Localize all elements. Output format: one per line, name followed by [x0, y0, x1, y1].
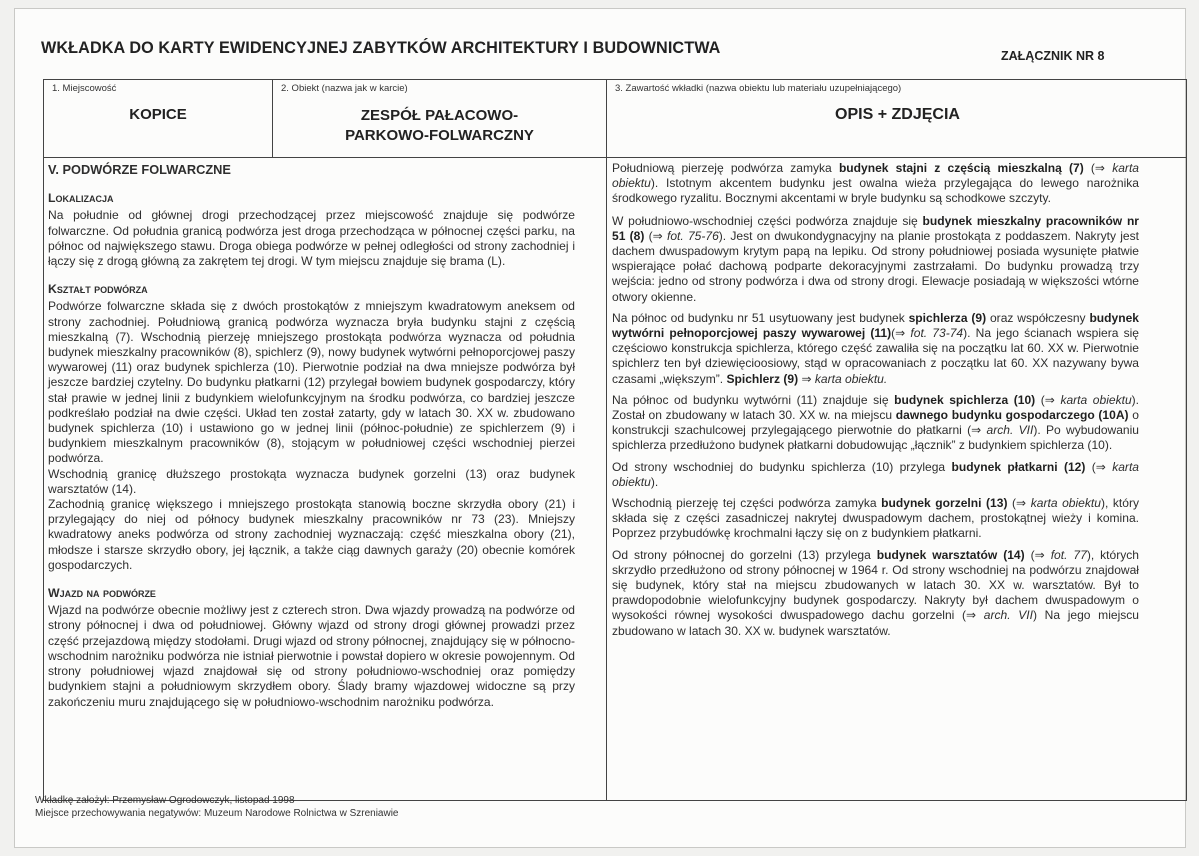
text: ), który składa się z części zasadniczej nakrytej dwuspadowym dachem, prostokątnej wieży i komina. Poprzez przybudówkę krochmalni łączy się on z budynkiem płatkarni. — [612, 496, 1139, 541]
bold-text: budynek stajni z częścią mieszkalną (7) — [838, 161, 1084, 175]
text: (⇒ — [1007, 496, 1031, 511]
text: ). Został on zbudowany w latach 30. XX w. na miejscu — [612, 392, 1140, 423]
document-sheet — [14, 8, 1186, 848]
text: (⇒ — [891, 326, 911, 341]
text: ). Istotnym akcentem budynku jest owalna wieża przylegająca do lewego narożnika środkowego ryzalitu. Bocznymi akcentami w bryle budynku są schodkowe szczyty. — [612, 176, 1139, 206]
footer-author: Wkładkę założył: Przemysław Ogrodowczyk, listopad 1998 — [35, 795, 295, 806]
text: ). — [650, 474, 659, 489]
footer-storage: Miejsce przechowywania negatywów: Muzeum Narodowe Rolnictwa w Szreniawie — [35, 808, 399, 819]
bold-text: budynek wytwórni pełnoporcjowej paszy wywarowej (11) — [612, 310, 1139, 341]
text: ). Po wybudowaniu spichlerza przedłużono budynek płatkarni dobudowując „łącznik” z budynkiem spichlerza (10). — [612, 423, 1139, 453]
italic-text: arch. VII — [983, 608, 1033, 623]
italic-text: karta obiektu — [1030, 496, 1101, 511]
text: (⇒ — [644, 228, 667, 243]
italic-text: fot. 77 — [1050, 547, 1087, 562]
text: (⇒ — [1085, 459, 1113, 474]
text: ). Na jego ścianach wspiera się częściowo konstrukcja spichlerza, którego część zawaliła się na początku lat 60. XX w. Pierwotnie spichlerz ten był dziewięcioosiowy, stąd w opracowaniach z początku lat 60. XX nazywany bywa czasami „większym”. — [612, 326, 1139, 386]
paragraph: Wschodnią granicę dłuższego prostokąta wyznacza budynek gorzelni (13) oraz budynek warsztatów (14). — [48, 466, 575, 496]
field-label: 1. Miejscowość — [52, 83, 117, 94]
field-object — [272, 80, 606, 158]
text: W południowo-wschodniej części podwórza znajduje się — [612, 213, 923, 228]
column-divider — [606, 158, 607, 801]
subheading-text: Wjazd na podwórze — [48, 586, 156, 601]
text: oraz współczesny — [986, 310, 1090, 325]
text: (⇒ — [1024, 547, 1051, 562]
text: Na północ od budynku nr 51 usytuowany jest budynek — [612, 310, 909, 325]
paragraph — [612, 214, 1139, 305]
text: (⇒ — [1083, 161, 1113, 175]
bold-text: spichlerza (9) — [908, 310, 987, 325]
paragraph — [612, 393, 1139, 454]
text: ⇒ — [798, 371, 815, 386]
text: ), których skrzydło przedłużono od strony północnej w 1964 r. Od strony wschodniej na podwórzu znajdował się budynek, który stał na miejscu zbudowanych w latach 30. XX w. warsztatów. Był to prawdopodobnie wielofunkcyjny budynek gospodarczy. Nakryty był dachem dwuspadowym o wysokości równej wysokości dwuspadowego dachu gorzelni (⇒ — [612, 547, 1139, 623]
subheading-entrance — [48, 586, 575, 602]
bold-text: budynek płatkarni (12) — [951, 459, 1086, 474]
text: o konstrukcji szachulcowej przylegającego pierwotnie do płatkarni (⇒ — [612, 408, 1139, 438]
subheading-text: Kształt podwórza — [48, 282, 148, 297]
attachment-number: ZAŁĄCZNIK NR 8 — [1001, 49, 1105, 63]
italic-text: karta obiektu — [612, 161, 1139, 191]
paragraph: Na południe od głównej drogi przechodzącej przez miejscowość znajduje się podwórze folwarczne. Od południa granicą podwórza jest droga przechodząca w północnej części parku, na północ od największego stawu. Droga obiega podwórze w pełnej odległości od strony zachodniej i łączy się z drogą główną za zakrętem tej drogi. W tym miejscu znajduje się brama (L). — [48, 208, 575, 269]
subheading-shape — [48, 282, 575, 298]
paragraph — [612, 311, 1139, 387]
subheading-localization — [48, 191, 575, 207]
italic-text: arch. VII — [986, 423, 1034, 438]
left-column — [48, 162, 575, 710]
bold-text: budynek mieszkalny pracowników nr 51 (8) — [612, 213, 1139, 243]
paragraph — [612, 161, 1139, 207]
bold-text: budynek spichlerza (10) — [894, 392, 1036, 407]
text: Wschodnią pierzeję tej części podwórza zamyka — [612, 496, 882, 511]
section-heading: V. PODWÓRZE FOLWARCZNE — [48, 162, 231, 177]
field-locality — [44, 80, 272, 158]
italic-text: fot. 73-74 — [910, 326, 964, 341]
bold-text: budynek warsztatów (14) — [876, 547, 1025, 562]
header-fields-row — [44, 80, 1186, 158]
field-value: OPIS + ZDJĘCIA — [835, 106, 960, 123]
document-title: WKŁADKA DO KARTY EWIDENCYJNEJ ZABYTKÓW ARCHITEKTURY I BUDOWNICTWA — [41, 39, 721, 57]
subheading-text: Lokalizacja — [48, 191, 114, 206]
paragraph: Podwórze folwarczne składa się z dwóch prostokątów z mniejszym kwadratowym aneksem od strony zachodniej. Południową granicą podwórza wyznacza bryła budynku stajni z częścią mieszkalną (7). Wschodnią pierzeję mniejszego prostokąta podwórza wyznacza od południa budynek mieszkalny pracowników (8), spichlerz (9), nowy budynek wytwórni pełnoporcjowej paszy wywarowej (11) oraz budynek spichlerza (10). Pierwotnie podział na dwa mniejsze podwórza był jeszcze bardziej czytelny. Do budynku płatkarni (12) przylegał bowiem budynek gospodarczy, który stał prawie w jednej linii z budynkiem wielofunkcyjnym na środku podwórza, co bardziej jeszcze podkreślało podział na dwie części. Układ ten został zatarty, gdy w latach 30. XX w. zbudowano budynek spichlerza (10) i ustawiono go w jednej linii (północ-południe) ze spichlerzem (9) i budynkiem mieszkalnym pracowników (8), stojącym w południowej części wschodniej pierzei podwórza. — [48, 299, 575, 466]
text: Na północ od budynku wytwórni (11) znajduje się — [612, 392, 895, 407]
paragraph — [612, 548, 1139, 639]
text: ). Jest on dwukondygnacyjny na planie prostokąta z poddaszem. Nakryty jest dachem dwuspadowym krytym papą na lepiku. Od strony południowej posiada wysunięte płatwie wspierające połać dachową podparte dekoracyjnymi zastrzałami. Do budynku prowadzą trzy wejścia: jedno od strony podwórza i dwa od strony drogi. Elewacje posiadają w większości wtórne otwory okienne. — [612, 228, 1139, 304]
bold-text: budynek gorzelni (13) — [881, 496, 1008, 511]
field-label: 2. Obiekt (nazwa jak w karcie) — [281, 83, 408, 94]
paragraph — [612, 496, 1139, 542]
field-label: 3. Zawartość wkładki (nazwa obiektu lub materiału uzupełniającego) — [615, 83, 902, 94]
italic-text: karta obiektu. — [814, 371, 888, 386]
paragraph — [612, 460, 1139, 490]
text: Od strony wschodniej do budynku spichlerza (10) przylega — [612, 459, 952, 474]
text: Od strony północnej do gorzelni (13) przylega — [612, 547, 877, 562]
italic-text: karta obiektu — [1060, 392, 1132, 407]
right-column — [612, 161, 1139, 645]
paragraph: Zachodnią granicę większego i mniejszego prostokąta stanowią boczne skrzydła obory (21) i przylegający do niej od północy budynek mieszkalny pracowników nr 73 (23). Mniejszy kwadratowy aneks podwórza od strony zachodniej wyznaczają: część mieszkalna obory (21), młodsze i starsze skrzydło obory, jej łącznik, a także ciąg dawnych garaży (20) obecnie komórek gospodarczych. — [48, 497, 575, 572]
bold-text: Spichlerz (9) — [726, 371, 799, 386]
text: Południową pierzeję podwórza zamyka — [612, 161, 839, 175]
paragraph: Wjazd na podwórze obecnie możliwy jest z czterech stron. Dwa wjazdy prowadzą na podwórze od strony północnej i dwa od południowej. Główny wjazd od strony drogi głównej prowadzi przez część przejazdową między stodołami. Drugi wjazd od strony północnej, znajdujący się w północno-wschodnim narożniku podwórza nie istniał pierwotnie i powstał dopiero w okresie powojennym. Od strony południowej wjazd znajdował się od strony południowo-wschodniej oraz pomiędzy budynkiem stajni a południowym skrzydłem obory. Ślady bramy wjazdowej widoczne są przy zakończeniu muru znajdującego się w południowo-wschodnim narożniku podwórza. — [48, 603, 575, 709]
field-contents — [606, 80, 1188, 158]
italic-text: karta obiektu — [612, 459, 1139, 489]
bold-text: dawnego budynku gospodarczego (10A) — [895, 408, 1129, 423]
field-value: ZESPÓŁ PAŁACOWO-PARKOWO-FOLWARCZNY — [345, 107, 534, 144]
text: ) Na jego miejscu zbudowano w latach 30. XX w. budynek warsztatów. — [612, 608, 1139, 638]
text: (⇒ — [1035, 392, 1061, 407]
field-value: KOPICE — [129, 106, 187, 123]
italic-text: fot. 75-76 — [666, 228, 719, 243]
